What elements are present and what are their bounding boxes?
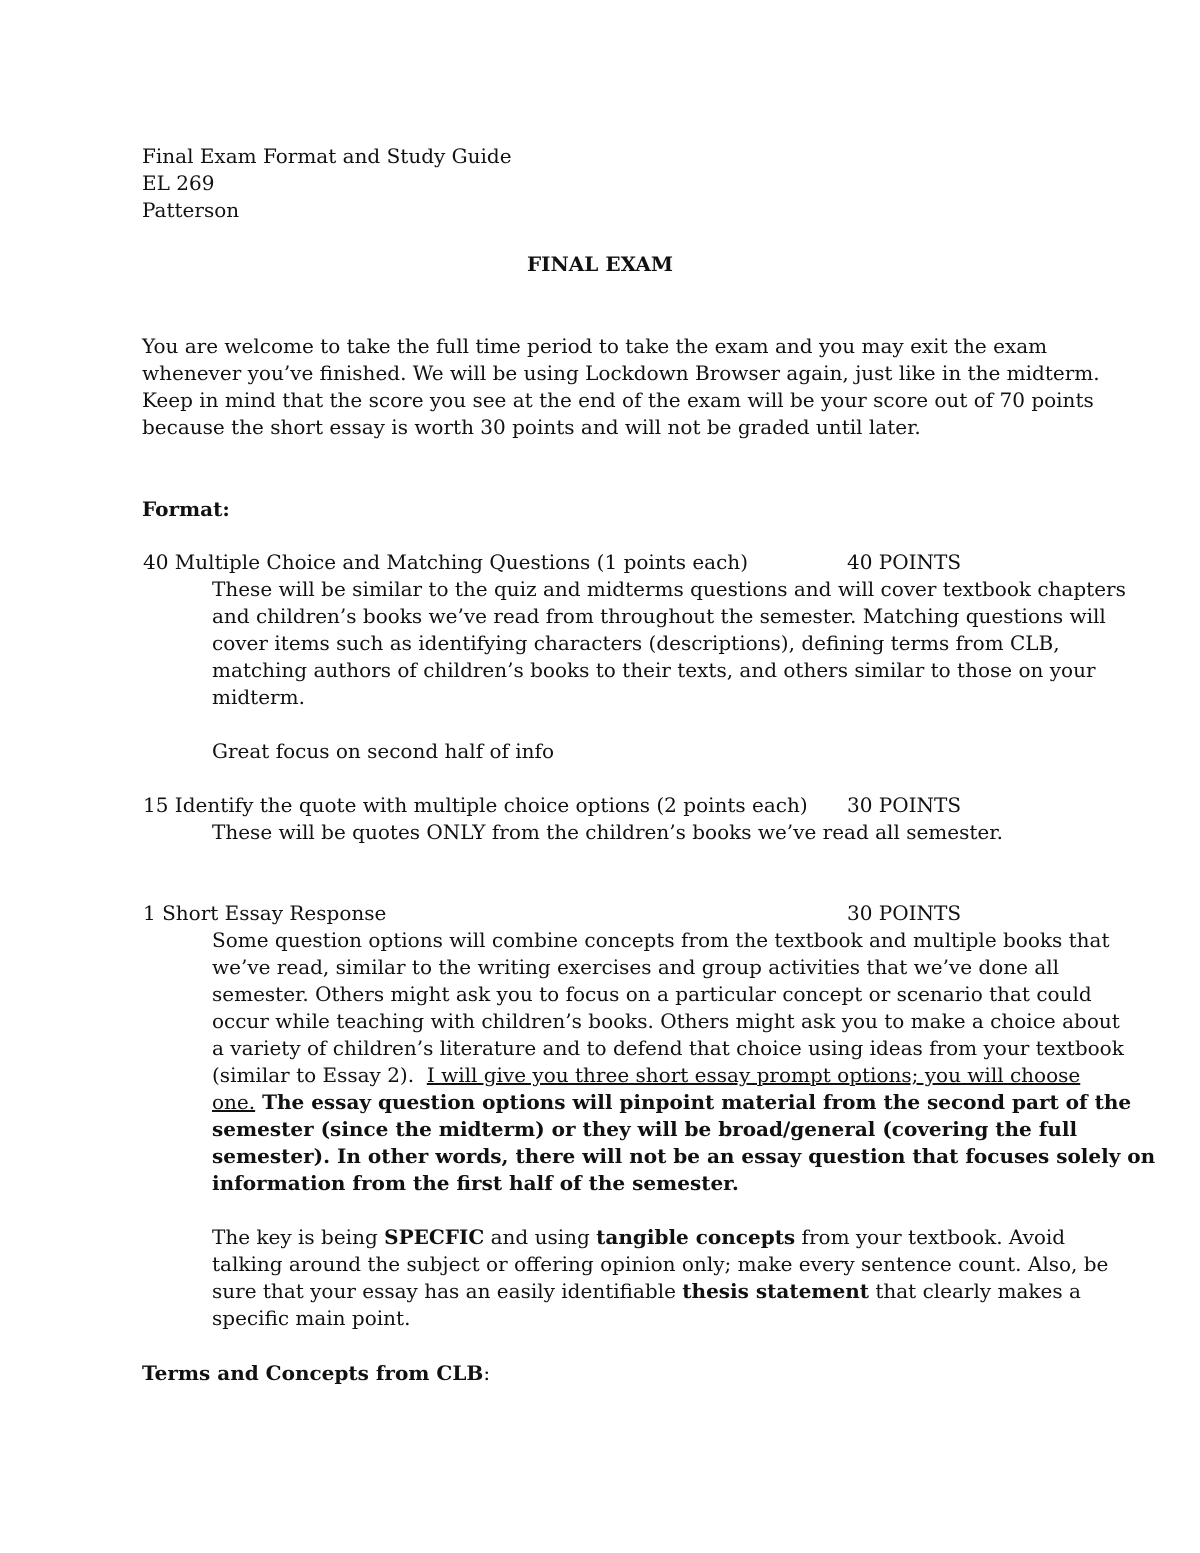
essay-scope-bold-line: information from the first half of the semester. [212,1171,739,1195]
intro-line: Keep in mind that the score you see at the end of the exam will be your score out of 70 points [142,388,1094,412]
essay-scope-bold-line: semester). In other words, there will not be an essay question that focuses solely on [212,1144,1156,1168]
document-title-line: Final Exam Format and Study Guide [142,144,512,168]
section-description-line: a variety of children’s literature and to defend that choice using ideas from your textbook [212,1036,1124,1060]
section-description-line: These will be quotes ONLY from the children’s books we’ve read all semester. [212,820,1003,844]
section-description-line: occur while teaching with children’s books. Others might ask you to make a choice about [212,1009,1120,1033]
intro-line: You are welcome to take the full time period to take the exam and you may exit the exam [142,334,1048,358]
section-points: 30 POINTS [847,793,962,817]
section-multiple-choice [143,549,1043,576]
essay-scope-bold: The essay question options will pinpoint material from the second part of the [255,1090,1132,1114]
instructor-name: Patterson [142,198,240,222]
section-points: 40 POINTS [847,550,962,574]
key-emphasis-tangible: tangible concepts [596,1225,796,1249]
intro-line: whenever you’ve finished. We will be using Lockdown Browser again, just like in the midterm. [142,361,1100,385]
section-description-line [212,1062,1080,1089]
key-paragraph-line [212,1278,1081,1305]
key-paragraph-line [212,1224,1065,1251]
section-title: 15 Identify the quote with multiple choice options (2 points each) [143,793,808,817]
section-description-line: cover items such as identifying characters (descriptions), defining terms from CLB, [212,631,1060,655]
course-code: EL 269 [142,171,215,195]
section-quote-identification [143,792,1043,819]
section-title: 40 Multiple Choice and Matching Questions (1 points each) [143,550,748,574]
intro-line: because the short essay is worth 30 points and will not be graded until later. [142,415,921,439]
section-short-essay [143,900,1043,927]
section-description-line: matching authors of children’s books to their texts, and others similar to those on your [212,658,1096,682]
key-paragraph-line: specific main point. [212,1306,411,1330]
format-heading: Format: [142,497,230,521]
page-title: FINAL EXAM [526,252,674,276]
section-description-line: midterm. [212,685,305,709]
section-description-line: semester. Others might ask you to focus on a particular concept or scenario that could [212,982,1092,1006]
key-text: and using [484,1225,597,1249]
section-note: Great focus on second half of info [212,739,554,763]
section-description-line [212,1089,1131,1116]
prompt-options-underlined-end: one. [212,1090,256,1114]
terms-heading-text: Terms and Concepts from CLB [142,1361,484,1385]
section-description-line: we’ve read, similar to the writing exercises and group activities that we’ve done all [212,955,1060,979]
section-points: 30 POINTS [847,901,962,925]
key-text: sure that your essay has an easily identifiable [212,1279,683,1303]
prompt-options-underlined: I will give you three short essay prompt options; you will choose [426,1063,1081,1087]
essay-scope-bold-line: semester (since the midterm) or they will be broad/general (covering the full [212,1117,1078,1141]
section-description-line: Some question options will combine concepts from the textbook and multiple books that [212,928,1110,952]
terms-heading [142,1360,490,1387]
key-emphasis-thesis: thesis statement [682,1279,869,1303]
key-emphasis-specific: SPECFIC [384,1225,485,1249]
key-text: that clearly makes a [868,1279,1081,1303]
section-description-line: and children’s books we’ve read from throughout the semester. Matching questions will [212,604,1106,628]
key-text: from your textbook. Avoid [795,1225,1066,1249]
section-title: 1 Short Essay Response [143,901,387,925]
essay-reference: (similar to Essay 2). [212,1063,427,1087]
terms-heading-colon: : [483,1361,491,1385]
section-description-line: These will be similar to the quiz and midterms questions and will cover textbook chapters [212,577,1126,601]
key-paragraph-line: talking around the subject or offering opinion only; make every sentence count. Also, be [212,1252,1109,1276]
key-text: The key is being [212,1225,385,1249]
